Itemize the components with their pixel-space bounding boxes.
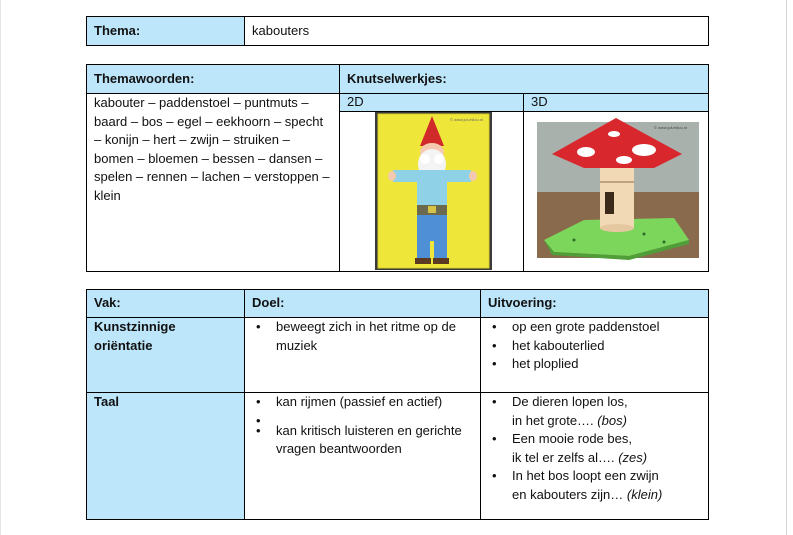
uitvoering-taal [481, 393, 709, 520]
rhyme-answer: (klein) [626, 486, 663, 502]
rhyme-line: en kabouters zijn… [512, 486, 624, 502]
vak-kunstzinnige: Kunstzinnige oriëntatie [87, 318, 245, 393]
rhyme-line: De dieren lopen los, [512, 394, 628, 409]
uitvoering-item: • het ploplied [488, 355, 701, 374]
gnome-craft-image-cell [340, 112, 524, 272]
themawoorden-list: kabouter – paddenstoel – puntmuts – baard – bos – egel – eekhoorn – specht – konijn – hert – zwijn – struiken – bomen – bloemen – bessen – dansen – spelen – rennen – lachen – verstoppen – klein [87, 94, 340, 272]
doel-kunstzinnige [245, 318, 481, 393]
doel-item: • kan kritisch luisteren en gerichte vragen beantwoorden [252, 422, 473, 459]
rhyme-line: In het bos loopt een zwijn [512, 468, 659, 483]
spacer [252, 412, 473, 422]
column-3d-label: 3D [524, 94, 709, 112]
page-edge-right [786, 0, 787, 535]
themawoorden-table [86, 64, 709, 272]
rhyme-answer: (zes) [618, 449, 648, 465]
watermark-2d: © www.juf-milou.nl [450, 117, 483, 122]
watermark-3d: © www.juf-milou.nl [654, 125, 687, 130]
page-edge-left [0, 0, 1, 535]
vak-header: Vak: [87, 290, 245, 318]
rhyme-line: Een mooie rode bes, [512, 431, 632, 446]
doel-item: • kan rijmen (passief en actief) [252, 393, 473, 412]
thema-table [86, 16, 709, 46]
rhyme-item [488, 393, 701, 430]
themawoorden-header: Themawoorden: [87, 65, 340, 94]
rhyme-line: ik tel er zelfs al…. [512, 449, 615, 465]
thema-value: kabouters [245, 17, 709, 46]
rhyme-answer: (bos) [597, 412, 627, 428]
doel-taal [245, 393, 481, 520]
gnome-craft-image [340, 112, 524, 271]
uitvoering-header: Uitvoering: [481, 290, 709, 318]
rhyme-item [488, 467, 701, 504]
mushroom-craft-image [524, 112, 709, 271]
doel-item: • beweegt zich in het ritme op de muziek [252, 318, 473, 355]
column-2d-label: 2D [340, 94, 524, 112]
uitvoering-kunstzinnige [481, 318, 709, 393]
mushroom-craft-image-cell [524, 112, 709, 272]
uitvoering-item: • op een grote paddenstoel [488, 318, 701, 337]
vak-table [86, 289, 709, 520]
rhyme-line: in het grote…. [512, 412, 594, 428]
thema-label: Thema: [87, 17, 245, 46]
knutselwerkjes-header: Knutselwerkjes: [340, 65, 709, 94]
uitvoering-item: • het kabouterlied [488, 337, 701, 356]
doel-header: Doel: [245, 290, 481, 318]
vak-taal: Taal [87, 393, 245, 520]
rhyme-item [488, 430, 701, 467]
